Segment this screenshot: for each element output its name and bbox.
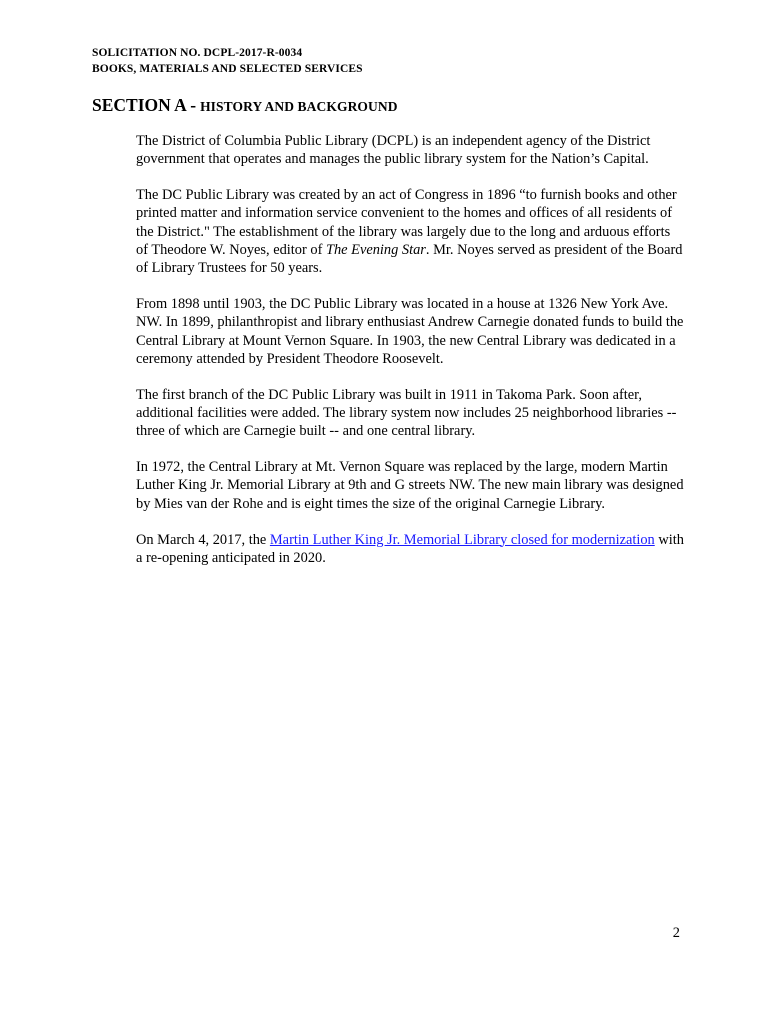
paragraph-text: with a re-opening anticipated in 2020. [136,531,684,566]
modernization-link[interactable]: Martin Luther King Jr. Memorial Library closed for modernization [269,531,655,548]
paragraph-dcpl-overview: The District of Columbia Public Library (DCPL) is an independent agency of the District government that operates and manages the public library system for the Nation’s Capital. [136,133,651,168]
section-label: SECTION A - [92,95,197,115]
page-number: 2 [672,925,680,941]
section-title: HISTORY AND BACKGROUND [200,99,398,114]
paragraph-text: . Mr. Noyes served as president of the Board of Library Trustees for 50 years. [136,241,683,277]
paragraph-early-history: From 1898 until 1903, the DC Public Library was located in a house at 1326 New York Ave. NW. In 1899, philanthropist and library enthusiast Andrew Carnegie donated funds to build the Central Library at Mount Vernon Square. In 1903, the new Central Library was dedicated in a ceremony attended by President Theodore Roosevelt. [136,296,684,367]
paragraph-text: The DC Public Library was created by an act of Congress in 1896 “to furnish books and other printed matter and information service convenient to the homes and offices of all residents of the District." The establishment of the library was largely due to the long and arduous efforts of Theodore W. Noyes, editor of [136,187,677,258]
paragraph-modernization [136,531,684,568]
solicitation-subject: BOOKS, MATERIALS AND SELECTED SERVICES [92,63,363,75]
paragraph-branches: The first branch of the DC Public Library was built in 1911 in Takoma Park. Soon after, additional facilities were added. The library system now includes 25 neighborhood libraries -- three of which are Carnegie built -- and one central library. [136,386,677,440]
paragraph-mlk-library: In 1972, the Central Library at Mt. Vernon Square was replaced by the large, modern Martin Luther King Jr. Memorial Library at 9th and G streets NW. The new main library was designed by Mies van der Rohe and is eight times the size of the original Carnegie Library. [136,459,684,512]
document-header [92,45,363,77]
newspaper-title: The Evening Star [325,241,426,258]
document-body [136,132,684,585]
paragraph-library-creation [136,186,684,277]
solicitation-number: SOLICITATION NO. DCPL-2017-R-0034 [92,47,303,59]
paragraph-text: On March 4, 2017, the [136,531,270,548]
section-heading [92,95,398,116]
